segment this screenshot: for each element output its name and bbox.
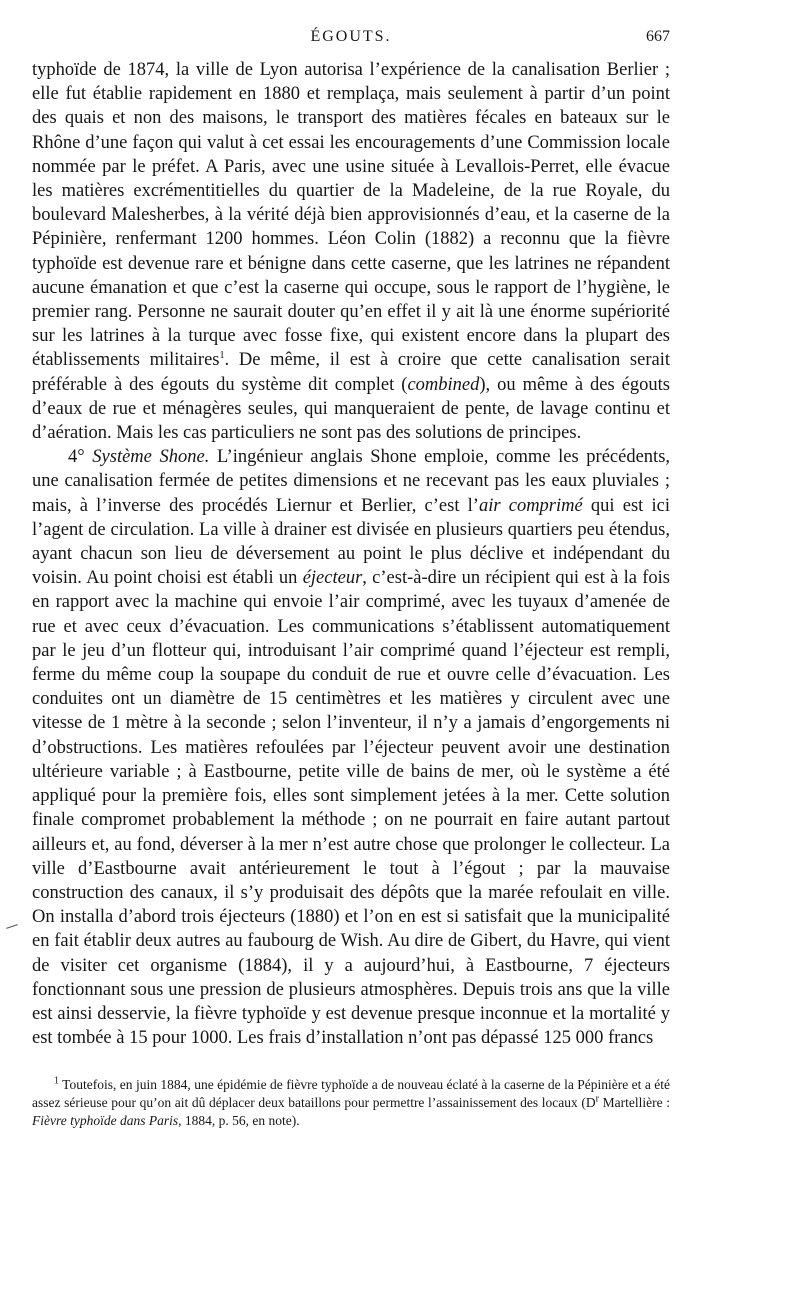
text-run: ), ou même à des égouts d’eaux de rue et ménagères seules, qui manqueraient de pente, de lavage continu et d’aération. Mais les cas particuliers ne sont pas des solutions de principes.	[32, 374, 670, 444]
body-text	[32, 58, 670, 1050]
text-run: , 1884, p. 56, en note).	[178, 1113, 300, 1129]
running-head	[32, 28, 670, 50]
italic-term: combined	[407, 374, 480, 395]
text-run: , c’est-à-dire un récipient qui est à la fois en rapport avec la machine qui envoie l’air comprimé, avec les tuyaux d’amenée de rue et avec ceux d’évacuation. Les communications s’établissent automatiquement par le jeu d’un flotteur qui, introduisant l’air comprimé quand l’éjecteur est rempli, ferme du même coup la soupape du conduit de rue et ouvre celle d’évacuation. Les conduites ont un diamètre de 15 centimètres et les matières y circulent avec une vitesse de 1 mètre à la seconde ; selon l’inventeur, il n’y a jamais d’engorgements ni d’obstructions. Les matières refoulées par l’éjecteur peuvent avoir une destination ultérieure variable ; à Eastbourne, petite ville de bains de mer, où le système a été appliqué pour la première fois, elles sont simplement jetées à la mer. Cette solution finale compromet probablement la méthode ; on ne pourrait en faire autant partout ailleurs et, au fond, déverser à la mer n’est autre chose que prolonger le collecteur. La ville d’Eastbourne avait antérieurement le tout à l’égout ; par la mauvaise construction des canaux, il s’y produisait des dépôts que la marée refoulait en ville. On installa d’abord trois éjecteurs (1880) et l’on en est si satisfait que la municipalité en fait établir deux autres au faubourg de Wish. Au dire de Gibert, du Havre, qui vient de visiter cet organisme (1884), il y a aujourd’hui, à Eastbourne, 7 éjecteurs fonctionnant sous une pression de plusieurs atmosphères. Depuis trois ans que la ville est ainsi desservie, la fièvre typhoïde y est devenue presque inconnue et la mortalité y est tombée à 15 pour 1000. Les frais d’installation n’ont pas dépassé 125 000 francs	[32, 568, 670, 1049]
cited-title: Fièvre typhoïde dans Paris	[32, 1113, 179, 1129]
italic-term: éjecteur	[302, 568, 363, 589]
paragraph-shone-system	[32, 445, 670, 1050]
page-number: 667	[646, 28, 670, 45]
italic-term: air comprimé	[478, 495, 583, 516]
footnote-reference: 1	[219, 350, 225, 362]
text-run: qui est ici l’agent de circulation. La ville à drainer est divisée en plusieurs quartiers peu étendus, ayant chacun son lieu de déversement au point le plus déclive et indépendant du voisin. Au point choisi est établi un	[32, 495, 670, 589]
text-run: L’ingénieur anglais Shone emploie, comme les précédents, une canalisation fermée de petites dimensions et ne recevant pas les eaux pluviales ; mais, à l’inverse des procédés Liernur et Berlier, c’est l’	[32, 447, 671, 516]
superscript: r	[595, 1093, 600, 1105]
footnote	[32, 1076, 670, 1130]
text-run: . De même, il est à croire que cette canalisation serait préférable à des égouts du système dit complet (	[32, 350, 670, 395]
book-page	[32, 28, 670, 1130]
section-heading: Système Shone.	[92, 447, 210, 468]
paragraph-continuation	[32, 58, 670, 445]
footnote-mark: 1	[54, 1075, 59, 1087]
running-title: ÉGOUTS.	[310, 28, 392, 45]
text-run: typhoïde de 1874, la ville de Lyon autorisa l’expérience de la canalisation Berlier ; elle fut établie rapidement en 1880 et remplaça, mais seulement à partir d’un point des quais et non des maisons, le transport des matières fécales en bateaux sur le Rhône d’une façon qui valut à cet essai les encouragements d’une Commission locale nommée par le préfet. A Paris, avec une usine située à Levallois-Perret, elle évacue les matières excrémentitielles du quartier de la Madeleine, de la rue Royale, du boulevard Malesherbes, à la vérité déjà bien approvisionnés d’eau, et la caserne de la Pépinière, renfermant 1200 hommes. Léon Colin (1882) a reconnu que la fièvre typhoïde est devenue rare et bénigne dans cette caserne, que les latrines ne répandent aucune émanation et que c’est la caserne qui occupe, sous le rapport de l’hygiène, le premier rang. Personne ne saurait douter qu’en effet il y ait là une énorme supériorité sur les latrines à la turque avec fosse fixe, qui existent encore dans la plupart des établissements militaires	[32, 60, 670, 371]
footnotes	[32, 1076, 670, 1130]
text-run: Toutefois, en juin 1884, une épidémie de fièvre typhoïde a de nouveau éclaté à la caserne de la Pépinière et a été assez sérieuse pour qu’on ait dû déplacer deux bataillons pour permettre l’assainissement des locaux (D	[32, 1077, 670, 1111]
text-run: Martellière :	[599, 1095, 670, 1111]
section-number: 4°	[68, 447, 93, 468]
margin-pencil-mark	[6, 924, 18, 929]
